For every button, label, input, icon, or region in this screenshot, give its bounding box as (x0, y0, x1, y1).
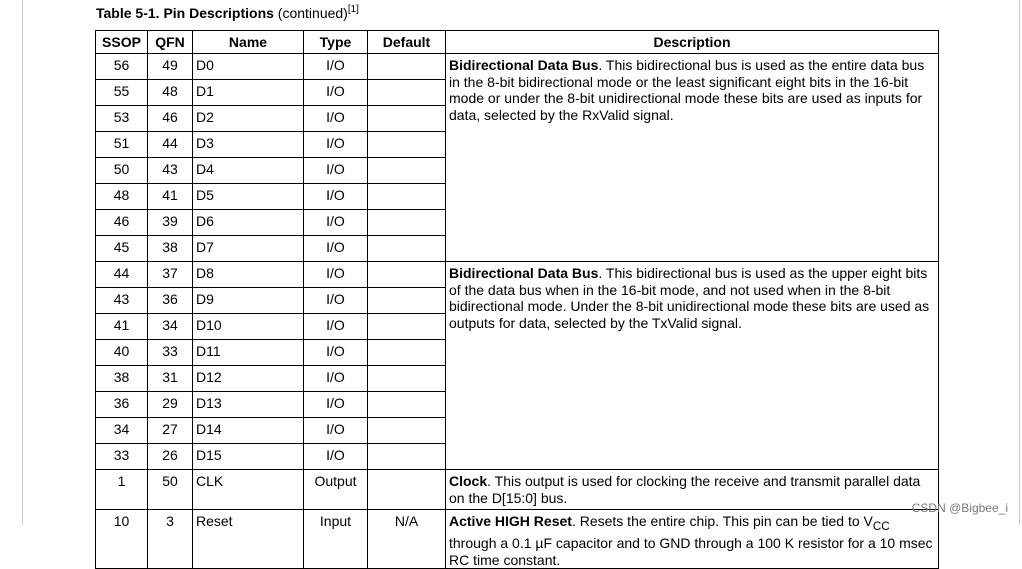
col-header-ssop: SSOP (96, 31, 148, 54)
cell-ssop: 55 (96, 80, 148, 106)
cell-qfn: 41 (148, 184, 193, 210)
table-row (96, 262, 939, 288)
cell-default (368, 340, 446, 366)
cell-ssop: 48 (96, 184, 148, 210)
cell-ssop: 45 (96, 236, 148, 262)
cell-qfn: 50 (148, 470, 193, 510)
cell-qfn: 38 (148, 236, 193, 262)
cell-ssop: 36 (96, 392, 148, 418)
cell-name: D9 (193, 288, 304, 314)
cell-default (368, 366, 446, 392)
cell-qfn: 48 (148, 80, 193, 106)
cell-default (368, 132, 446, 158)
cell-ssop: 46 (96, 210, 148, 236)
cell-qfn: 49 (148, 54, 193, 80)
cell-default (368, 392, 446, 418)
cell-type: I/O (304, 106, 368, 132)
cell-default (368, 262, 446, 288)
desc-text: . Resets the entire chip. This pin can be tied to V (571, 513, 873, 529)
cell-qfn: 37 (148, 262, 193, 288)
cell-default (368, 106, 446, 132)
cell-name: D6 (193, 210, 304, 236)
cell-default (368, 210, 446, 236)
cell-type: Input (304, 510, 368, 569)
cell-type: I/O (304, 132, 368, 158)
cell-ssop: 40 (96, 340, 148, 366)
cell-type: I/O (304, 418, 368, 444)
table-row (96, 54, 939, 80)
cell-default (368, 288, 446, 314)
cell-type: I/O (304, 366, 368, 392)
caption-label: Table 5-1. (96, 5, 160, 21)
cell-name: D4 (193, 158, 304, 184)
desc-title: Clock (449, 473, 488, 489)
cell-name: D0 (193, 54, 304, 80)
caption-suffix: (continued) (277, 5, 348, 21)
caption-title: Pin Descriptions (163, 5, 274, 21)
table-caption (96, 4, 359, 21)
table-row (96, 510, 939, 569)
cell-ssop: 34 (96, 418, 148, 444)
watermark: CSDN @Bigbee_i (911, 501, 1008, 515)
cell-qfn: 31 (148, 366, 193, 392)
description-low-data-bus (446, 54, 939, 262)
cell-default (368, 444, 446, 470)
cell-ssop: 38 (96, 366, 148, 392)
cell-default (368, 314, 446, 340)
cell-name: D14 (193, 418, 304, 444)
cell-type: I/O (304, 262, 368, 288)
cell-name: Reset (193, 510, 304, 569)
cell-default (368, 54, 446, 80)
cell-name: D11 (193, 340, 304, 366)
desc-text: through a 0.1 µF capacitor and to GND through a 100 K resistor for a 10 msec RC time constant. (449, 535, 933, 568)
cell-ssop: 56 (96, 54, 148, 80)
cell-name: D2 (193, 106, 304, 132)
cell-qfn: 44 (148, 132, 193, 158)
desc-text: . This output is used for clocking the receive and transmit parallel data on the D[15:0] bus. (449, 473, 921, 506)
cell-default (368, 184, 446, 210)
cell-type: I/O (304, 288, 368, 314)
desc-text: . This bidirectional bus is used as the upper eight bits of the data bus when in the 16-bit mode, and not used when in the 8-bit bidirectional mode. Under the 8-bit unidirectional mode these bits are used as outputs for data, selected by the TxValid signal. (449, 265, 930, 331)
table-row (96, 470, 939, 510)
cell-name: D10 (193, 314, 304, 340)
cell-qfn: 27 (148, 418, 193, 444)
cell-type: I/O (304, 340, 368, 366)
col-header-name: Name (193, 31, 304, 54)
cell-ssop: 41 (96, 314, 148, 340)
cell-ssop: 53 (96, 106, 148, 132)
cell-name: D8 (193, 262, 304, 288)
cell-ssop: 51 (96, 132, 148, 158)
cell-ssop: 44 (96, 262, 148, 288)
cell-type: I/O (304, 210, 368, 236)
cell-qfn: 46 (148, 106, 193, 132)
col-header-type: Type (304, 31, 368, 54)
cell-name: D1 (193, 80, 304, 106)
desc-title: Bidirectional Data Bus (449, 265, 599, 281)
cell-ssop: 50 (96, 158, 148, 184)
caption-footnote-ref: [1] (347, 4, 359, 15)
cell-type: I/O (304, 54, 368, 80)
col-header-qfn: QFN (148, 31, 193, 54)
cell-ssop: 10 (96, 510, 148, 569)
cell-qfn: 43 (148, 158, 193, 184)
cell-ssop: 33 (96, 444, 148, 470)
cell-type: I/O (304, 392, 368, 418)
table-header-row (96, 31, 939, 54)
cell-qfn: 29 (148, 392, 193, 418)
cell-name: D5 (193, 184, 304, 210)
cell-type: I/O (304, 236, 368, 262)
cell-name: D3 (193, 132, 304, 158)
cell-qfn: 36 (148, 288, 193, 314)
cell-type: I/O (304, 314, 368, 340)
col-header-default: Default (368, 31, 446, 54)
description-clock (446, 470, 939, 510)
cell-type: I/O (304, 158, 368, 184)
pin-descriptions-table (95, 30, 939, 569)
cell-qfn: 33 (148, 340, 193, 366)
cell-name: D13 (193, 392, 304, 418)
cell-name: D15 (193, 444, 304, 470)
desc-title: Active HIGH Reset (449, 513, 572, 529)
cell-type: I/O (304, 444, 368, 470)
cell-default (368, 418, 446, 444)
description-reset (446, 510, 939, 569)
col-header-description: Description (446, 31, 939, 54)
cell-type: I/O (304, 80, 368, 106)
cell-name: D7 (193, 236, 304, 262)
cell-name: CLK (193, 470, 304, 510)
cell-default (368, 470, 446, 510)
desc-title: Bidirectional Data Bus (449, 57, 599, 73)
cell-ssop: 43 (96, 288, 148, 314)
cell-default (368, 236, 446, 262)
cell-default (368, 158, 446, 184)
desc-subscript: CC (872, 519, 890, 533)
cell-type: I/O (304, 184, 368, 210)
cell-type: Output (304, 470, 368, 510)
cell-qfn: 34 (148, 314, 193, 340)
cell-default (368, 80, 446, 106)
cell-ssop: 1 (96, 470, 148, 510)
page-edge-right (1019, 0, 1020, 525)
cell-qfn: 39 (148, 210, 193, 236)
cell-qfn: 3 (148, 510, 193, 569)
desc-text: . This bidirectional bus is used as the entire data bus in the 8-bit bidirectional mode or the least significant eight bits in the 16-bit mode or under the 8-bit unidirectional mode these bits are used as inputs for data, selected by the RxValid signal. (449, 57, 925, 123)
cell-qfn: 26 (148, 444, 193, 470)
cell-default: N/A (368, 510, 446, 569)
page-edge-left (22, 0, 23, 525)
cell-name: D12 (193, 366, 304, 392)
description-high-data-bus (446, 262, 939, 470)
